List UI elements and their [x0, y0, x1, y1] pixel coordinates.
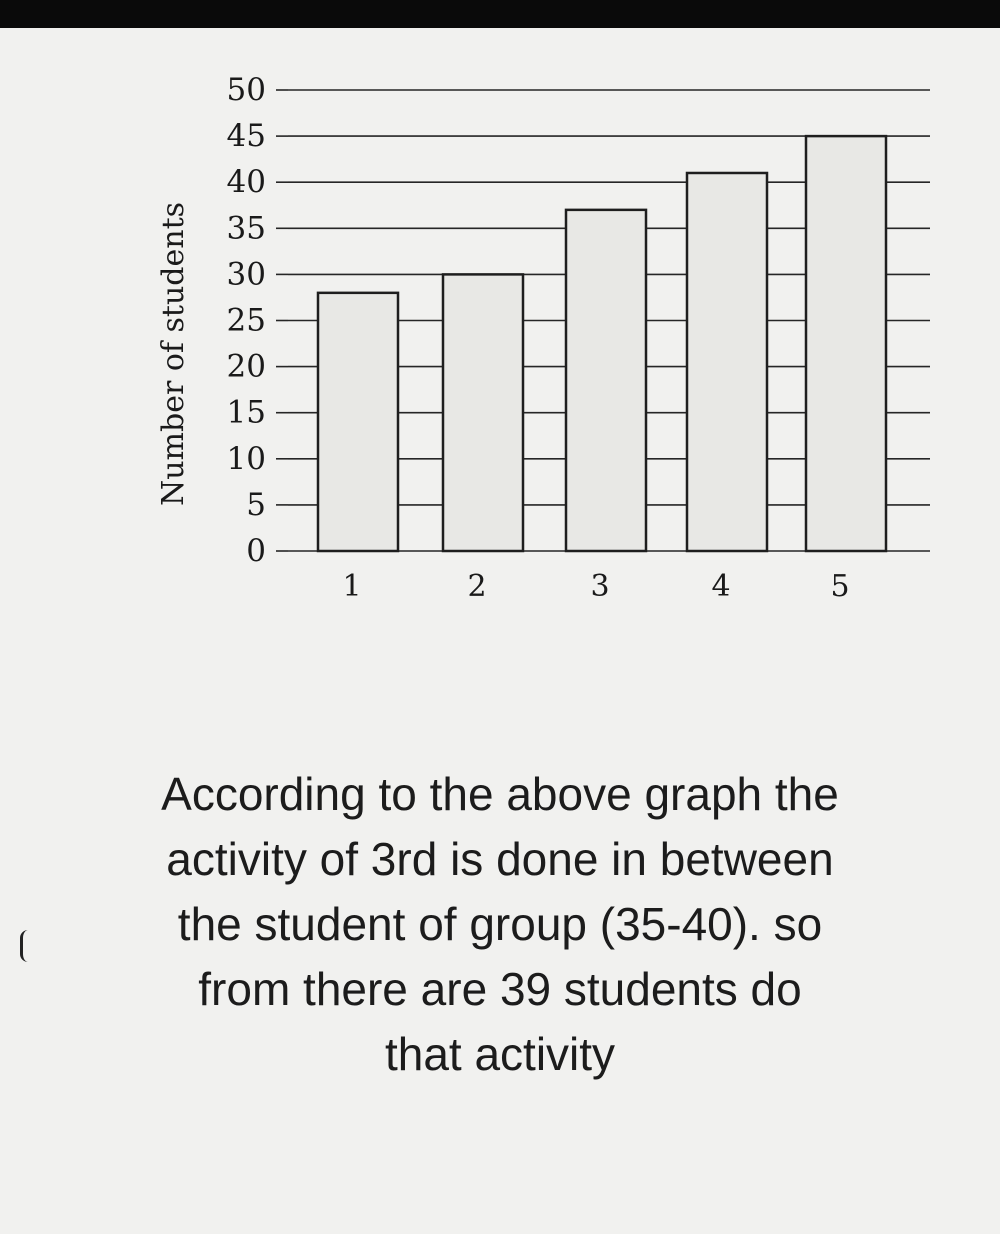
caption-line-4: from there are 39 students do [198, 963, 802, 1015]
y-axis-ticks [227, 72, 288, 569]
bars [318, 136, 886, 551]
margin-bracket-mark [20, 930, 29, 962]
y-tick-label-15: 15 [226, 394, 266, 431]
y-tick-label-30: 30 [226, 256, 266, 293]
y-tick-label-25: 25 [226, 302, 266, 339]
caption-line-2: activity of 3rd is done in between [166, 833, 834, 885]
y-tick-label-10: 10 [226, 440, 266, 477]
y-tick-label-35: 35 [226, 210, 266, 247]
x-label-5: 5 [830, 569, 850, 604]
bar-4 [687, 173, 767, 551]
x-label-4: 4 [711, 569, 731, 604]
caption-line-1: According to the above graph the [161, 768, 839, 820]
x-label-3: 3 [590, 569, 610, 604]
y-axis-title: Number of students [156, 201, 191, 507]
y-tick-label-0: 0 [246, 533, 266, 569]
x-axis-labels [342, 569, 849, 604]
bar-3 [566, 210, 646, 551]
caption-line-5: that activity [384, 1028, 616, 1080]
y-tick-label-40: 40 [226, 164, 266, 201]
y-tick-label-5: 5 [246, 486, 266, 523]
y-tick-label-50: 50 [226, 72, 266, 108]
answer-caption [30, 762, 970, 1087]
y-tick-label-20: 20 [226, 348, 266, 385]
bar-2 [443, 274, 523, 551]
caption-line-3: the student of group (35-40). so [177, 898, 823, 950]
x-label-2: 2 [467, 569, 487, 604]
y-tick-label-45: 45 [226, 118, 266, 155]
bar-5 [806, 136, 886, 551]
bar-1 [318, 293, 398, 551]
x-label-1: 1 [342, 569, 362, 604]
